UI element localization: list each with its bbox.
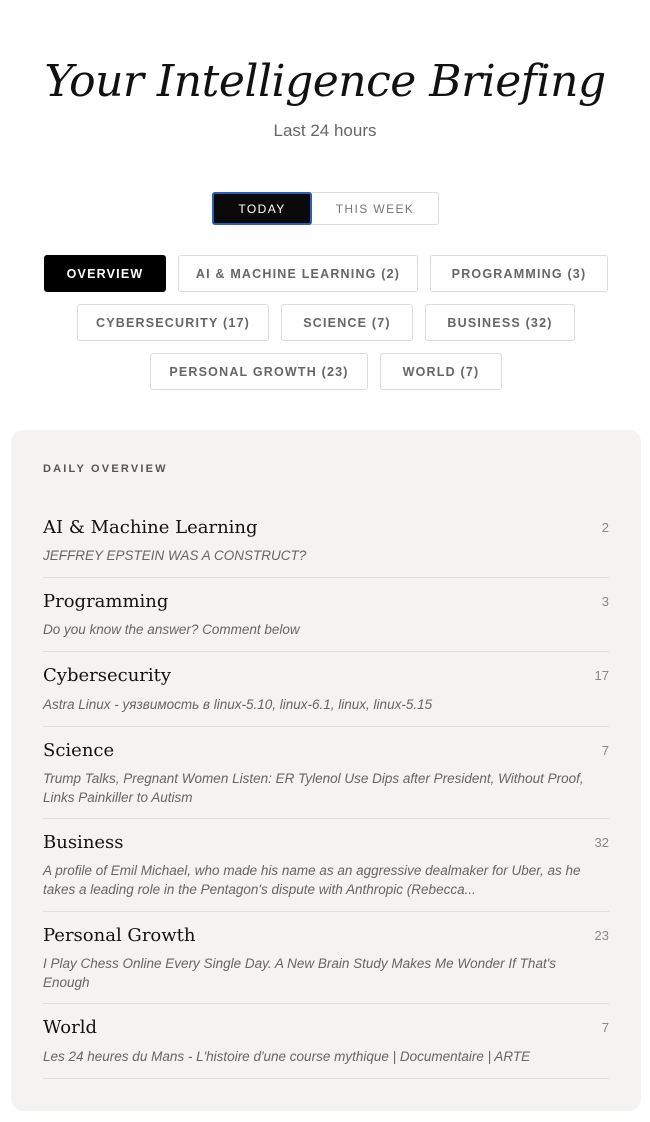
top-headline: Astra Linux - уязвимость в linux-5.10, linux-6.1, linux, linux-5.15 [43,697,433,712]
tab-ai-machine-learning[interactable]: AI & MACHINE LEARNING (2) [178,255,418,292]
today-button[interactable]: TODAY [212,192,312,225]
overview-item-personal-growth[interactable] [43,924,609,1004]
this-week-button[interactable]: THIS WEEK [335,201,415,216]
top-headline: Trump Talks, Pregnant Women Listen: ER Tylenol Use Dips after President, Without Proof, Links Painkiller to Autism [43,771,584,805]
category-count: 17 [594,668,609,683]
daily-overview-panel [11,430,641,1111]
category-count: 23 [594,928,609,943]
top-headline: A profile of Emil Michael, who made his name as an aggressive dealmaker for Uber, as he takes a leading role in the Pentagon's dispute with Anthropic (Rebecca... [43,863,581,897]
top-headline: JEFFREY EPSTEIN WAS A CONSTRUCT? [43,548,307,563]
category-count: 7 [601,743,609,758]
category-count: 3 [601,594,609,609]
tab-cybersecurity[interactable]: CYBERSECURITY (17) [77,304,269,341]
tab-business[interactable]: BUSINESS (32) [425,304,575,341]
overview-item-programming[interactable] [43,590,609,652]
tab-world[interactable]: WORLD (7) [380,353,502,390]
category-count: 2 [601,520,609,535]
overview-item-world[interactable] [43,1016,609,1079]
category-name: World [43,1017,97,1038]
category-name: Science [43,740,115,761]
overview-item-science[interactable] [43,739,609,819]
category-name: AI & Machine Learning [43,517,258,538]
panel-heading: DAILY OVERVIEW [43,463,168,475]
top-headline: Les 24 heures du Mans - L'histoire d'une course mythique | Documentaire | ARTE [43,1049,531,1064]
top-headline: Do you know the answer? Comment below [43,622,300,637]
overview-item-cybersecurity[interactable] [43,664,609,727]
tab-science[interactable]: SCIENCE (7) [281,304,413,341]
category-name: Programming [43,591,169,612]
tab-programming[interactable]: PROGRAMMING (3) [430,255,608,292]
tab-overview[interactable]: OVERVIEW [44,255,166,292]
category-name: Cybersecurity [43,665,172,686]
overview-item-business[interactable] [43,831,609,912]
top-headline: I Play Chess Online Every Single Day. A New Brain Study Makes Me Wonder If That's Enough [43,956,557,990]
category-count: 7 [601,1020,609,1035]
category-count: 32 [594,835,609,850]
category-name: Personal Growth [43,925,196,946]
tab-personal-growth[interactable]: PERSONAL GROWTH (23) [150,353,368,390]
page-subtitle: Last 24 hours [273,121,377,140]
page-title: Your Intelligence Briefing [44,56,606,107]
time-range-toggle [212,192,439,225]
overview-item-ai-machine-learning[interactable] [43,516,609,578]
category-name: Business [43,832,124,853]
